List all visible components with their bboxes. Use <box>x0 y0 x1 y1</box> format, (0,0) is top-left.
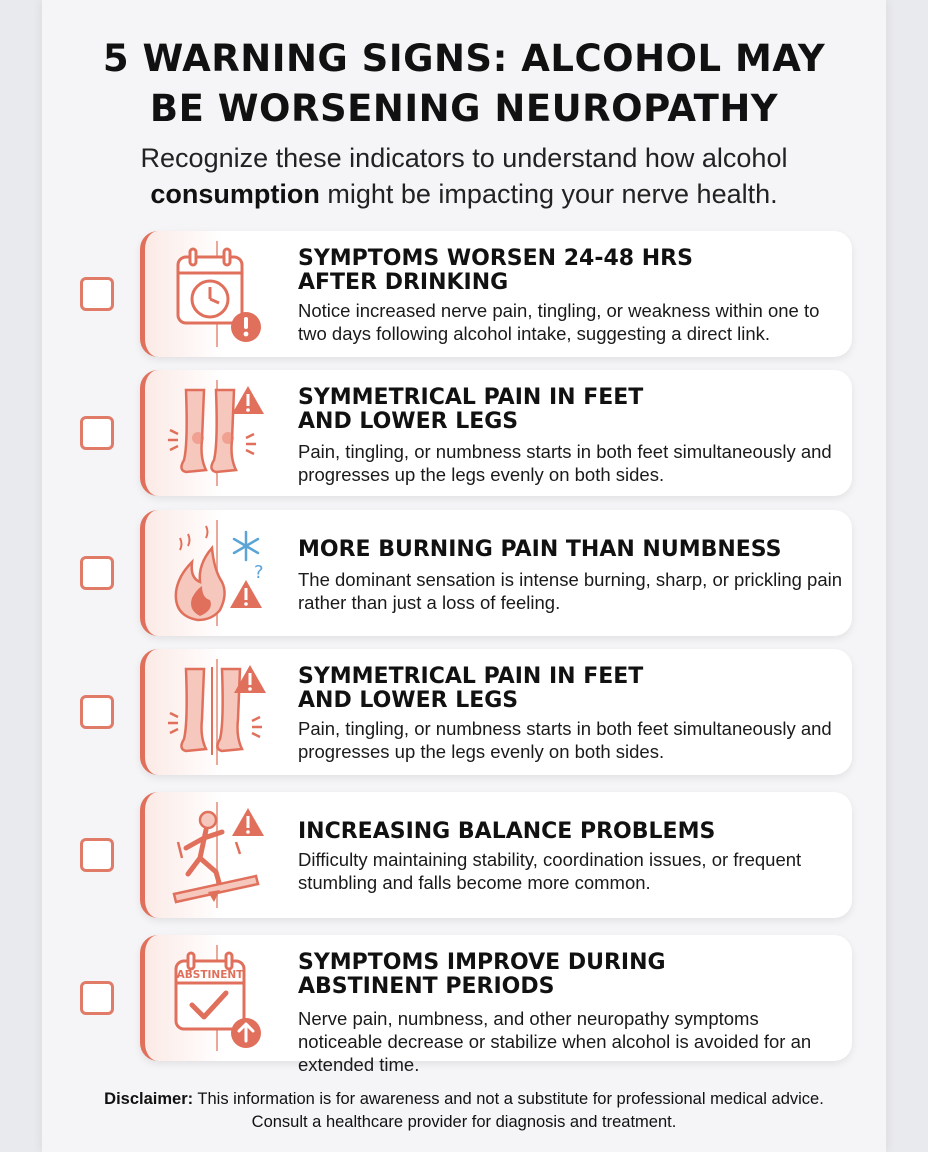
checkbox-5[interactable] <box>80 838 114 872</box>
card-description: Pain, tingling, or numbness starts in both feet simultaneously and progresses up the legs evenly on both sides. <box>298 441 832 485</box>
card-heading-line-1: INCREASING BALANCE PROBLEMS <box>298 819 716 844</box>
page-subtitle <box>0 140 928 212</box>
subtitle-line-1: Recognize these indicators to understand how alcohol <box>140 143 788 173</box>
disclaimer-line-1-rest: This information is for awareness and not a substitute for professional medical advice. <box>193 1090 824 1108</box>
card-description: Pain, tingling, or numbness starts in both feet simultaneously and progresses up the legs evenly on both sides. <box>298 718 832 762</box>
checkbox-2[interactable] <box>80 416 114 450</box>
card-heading <box>298 665 838 713</box>
subtitle-bold-word: consumption <box>150 179 320 209</box>
card-heading-line-1: MORE BURNING PAIN THAN NUMBNESS <box>298 537 782 562</box>
card-description: Nerve pain, numbness, and other neuropathy symptoms noticeable decrease or stabilize when alcohol is avoided for an extended time. <box>298 1008 812 1075</box>
checkbox-4[interactable] <box>80 695 114 729</box>
card-description: The dominant sensation is intense burning, sharp, or prickling pain rather than just a loss of feeling. <box>298 569 843 613</box>
warning-card-5 <box>140 792 852 918</box>
flame-snowflake-warning-icon <box>164 520 272 626</box>
card-heading <box>298 247 838 295</box>
calendar-check-abstinent-icon <box>164 945 272 1051</box>
disclaimer-line-1 <box>0 1088 928 1111</box>
warning-card-1 <box>140 231 852 357</box>
disclaimer <box>0 1088 928 1134</box>
card-heading-line-2: AND LOWER LEGS <box>298 688 519 713</box>
page-title <box>0 34 928 134</box>
checkbox-3[interactable] <box>80 556 114 590</box>
svg-text:?: ? <box>254 562 264 583</box>
title-line-1: 5 WARNING SIGNS: ALCOHOL MAY <box>102 37 826 80</box>
legs-pain-warning-icon <box>164 380 272 486</box>
card-heading-line-1: SYMPTOMS WORSEN 24-48 HRS <box>298 246 693 271</box>
card-heading <box>298 386 838 434</box>
subtitle-line-2-rest: might be impacting your nerve health. <box>319 179 778 209</box>
checkbox-1[interactable] <box>80 277 114 311</box>
warning-card-2 <box>140 370 852 496</box>
disclaimer-line-2: Consult a healthcare provider for diagnosis and treatment. <box>251 1113 677 1131</box>
legs-pain-warning-icon <box>164 659 272 765</box>
card-heading-line-2: ABSTINENT PERIODS <box>298 974 555 999</box>
card-heading-line-1: SYMPTOMS IMPROVE DURING <box>298 950 666 975</box>
title-line-2: BE WORSENING NEUROPATHY <box>149 87 779 130</box>
card-heading <box>298 951 838 999</box>
card-heading-line-2: AFTER DRINKING <box>298 270 509 295</box>
calendar-clock-warning-icon <box>164 241 272 347</box>
warning-card-3 <box>140 510 852 636</box>
subtitle-line-2 <box>0 176 928 212</box>
card-heading-line-2: AND LOWER LEGS <box>298 409 519 434</box>
disclaimer-label: Disclaimer: <box>104 1090 194 1108</box>
icon-label: ABSTINENT <box>176 969 244 981</box>
card-description: Difficulty maintaining stability, coordination issues, or frequent stumbling and falls become more common. <box>298 849 802 893</box>
card-heading <box>298 538 838 562</box>
card-heading-line-1: SYMMETRICAL PAIN IN FEET <box>298 385 644 410</box>
warning-card-4 <box>140 649 852 775</box>
card-heading-line-1: SYMMETRICAL PAIN IN FEET <box>298 664 644 689</box>
card-heading <box>298 820 838 844</box>
warning-card-6 <box>140 935 852 1075</box>
checkbox-6[interactable] <box>80 981 114 1015</box>
card-description: Notice increased nerve pain, tingling, or weakness within one to two days following alcohol intake, suggesting a direct link. <box>298 300 820 344</box>
person-slipping-warning-icon <box>164 802 272 908</box>
